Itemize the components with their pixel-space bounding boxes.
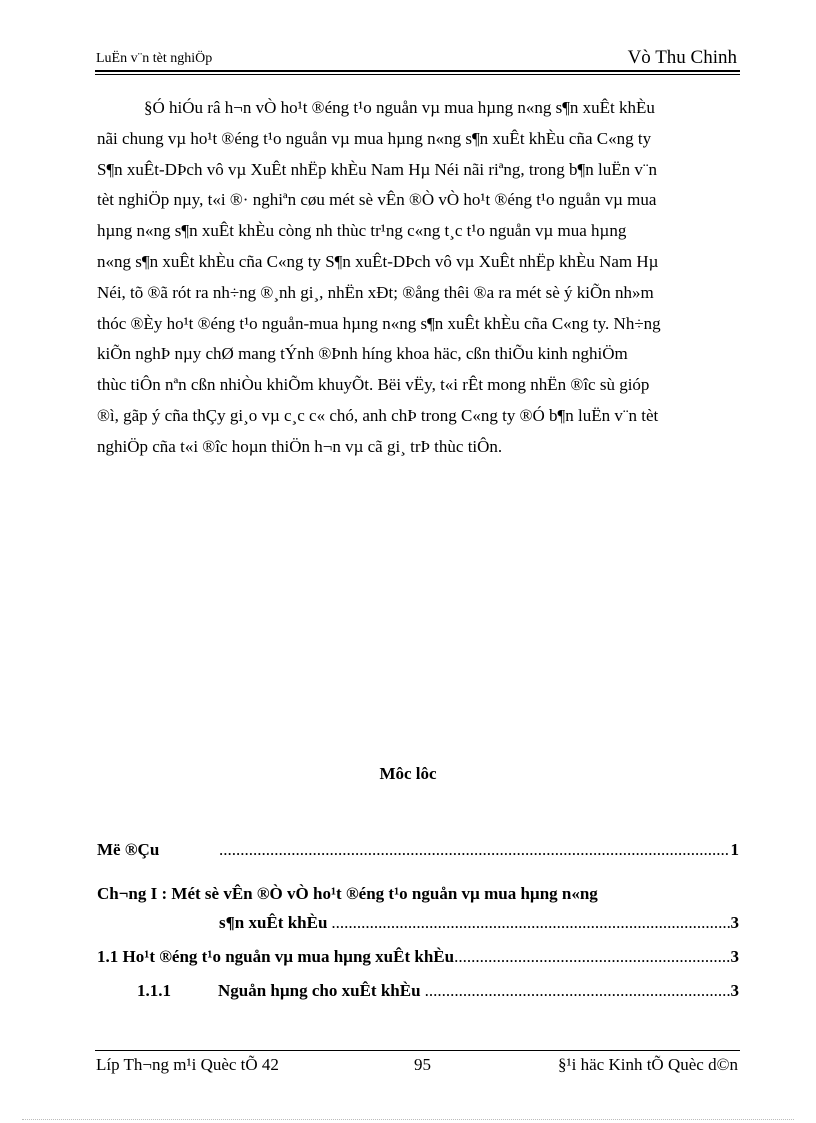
header-author-name: Vò Thu Chinh — [627, 47, 737, 68]
paragraph-line: n«ng s¶n xuÊt khÈu cña C«ng ty S¶n xuÊt-DÞch vô vµ XuÊt nhËp khÈu Nam Hµ — [97, 251, 659, 271]
paragraph-line: Néi, tõ ®ã rót ra nh÷ng ®¸nh gi¸, nhËn xÐt; ®ång thêi ®a ra mét sè ý kiÕn nh»m — [97, 282, 654, 302]
toc-entry-label: Ch¬ng I : Mét sè vÊn ®Ò vÒ ho¹t ®éng t¹o nguån vµ mua hµng n«ng — [97, 884, 598, 903]
paragraph-line: §Ó hiÓu râ h¬n vÒ ho¹t ®éng t¹o nguån vµ mua hµng n«ng s¶n xuÊt khÈu — [144, 98, 655, 117]
toc-leader-dots — [454, 947, 729, 967]
toc-entry-page: 3 — [730, 981, 739, 1000]
paragraph-line: thùc tiÔn nªn cßn nhiÒu khiÕm khuyÕt. Bëi vËy, t«i rÊt mong nhËn ®îc sù gióp — [97, 375, 650, 395]
toc-entry-label: 1.1 Ho¹t ®éng t¹o nguån vµ mua hµng xuÊt khÈu — [97, 947, 455, 966]
paragraph-line: tèt nghiÖp nµy, t«i ®· nghiªn cøu mét sè vÊn ®Ò vÒ ho¹t ®éng t¹o nguån vµ mua — [97, 190, 657, 210]
toc-entry-label: Më ®Çu — [97, 840, 160, 859]
paragraph-line: nghiÖp cña t«i ®îc hoµn thiÖn h¬n vµ cã gi¸ trÞ thùc tiÔn. — [97, 436, 503, 456]
toc-entry-chapter-1[interactable] — [97, 884, 739, 904]
toc-entry-chapter-1-cont[interactable] — [219, 913, 739, 933]
paragraph-line: ®ì, gãp ý cña thÇy gi¸o vµ c¸c c« chó, anh chÞ trong C«ng ty ®Ó b¶n luËn v¨n tèt — [97, 405, 659, 425]
footer-rule — [95, 1050, 740, 1051]
toc-entry-number: 1.1.1 — [137, 981, 171, 1000]
footer-university-label: §¹i häc Kinh tÕ Quèc d©n — [558, 1055, 738, 1074]
paragraph-line: S¶n xuÊt-DÞch vô vµ XuÊt nhËp khÈu Nam Hµ Néi nãi riªng, trong b¶n luËn v¨n — [97, 159, 658, 179]
footer-class-label: Líp Th¬ng m¹i Quèc tÕ 42 — [96, 1055, 279, 1074]
toc-leader-dots — [425, 981, 730, 1001]
toc-entry-page: 3 — [730, 947, 739, 966]
header-rule-thick — [95, 70, 740, 72]
intro-paragraph — [97, 93, 740, 463]
footer-page-number: 95 — [414, 1055, 431, 1074]
header-rule-thin — [95, 74, 740, 75]
toc-entry-label: Nguån hµng cho xuÊt khÈu — [218, 981, 421, 1000]
toc-entry-intro[interactable] — [97, 840, 739, 860]
toc-leader-dots — [219, 840, 730, 860]
toc-leader-dots — [331, 913, 729, 933]
toc-entry-label-cont: s¶n xuÊt khÈu — [219, 913, 328, 932]
paragraph-line: thóc ®Èy ho¹t ®éng t¹o nguån-mua hµng n«ng s¶n xuÊt khÈu cña C«ng ty. Nh÷ng — [97, 313, 661, 333]
header-thesis-label: LuËn v¨n tèt nghiÖp — [96, 51, 213, 66]
toc-title: Môc lôc — [379, 764, 437, 783]
paragraph-line: hµng n«ng s¶n xuÊt khÈu còng nh thùc tr¹ng c«ng t¸c t¹o nguån vµ mua hµng — [97, 221, 627, 241]
toc-entry-page: 1 — [730, 840, 739, 859]
toc-entry-1-1-1[interactable] — [137, 981, 739, 1001]
page-edge-dotted-line — [22, 1119, 794, 1120]
toc-entry-1-1[interactable] — [97, 947, 739, 967]
paragraph-line: kiÕn nghÞ nµy chØ mang tÝnh ®Þnh híng khoa häc, cßn thiÕu kinh nghiÖm — [97, 344, 628, 364]
toc-entry-page: 3 — [730, 913, 739, 932]
paragraph-line: nãi chung vµ ho¹t ®éng t¹o nguån vµ mua hµng n«ng s¶n xuÊt khÈu cña C«ng ty — [97, 128, 652, 148]
